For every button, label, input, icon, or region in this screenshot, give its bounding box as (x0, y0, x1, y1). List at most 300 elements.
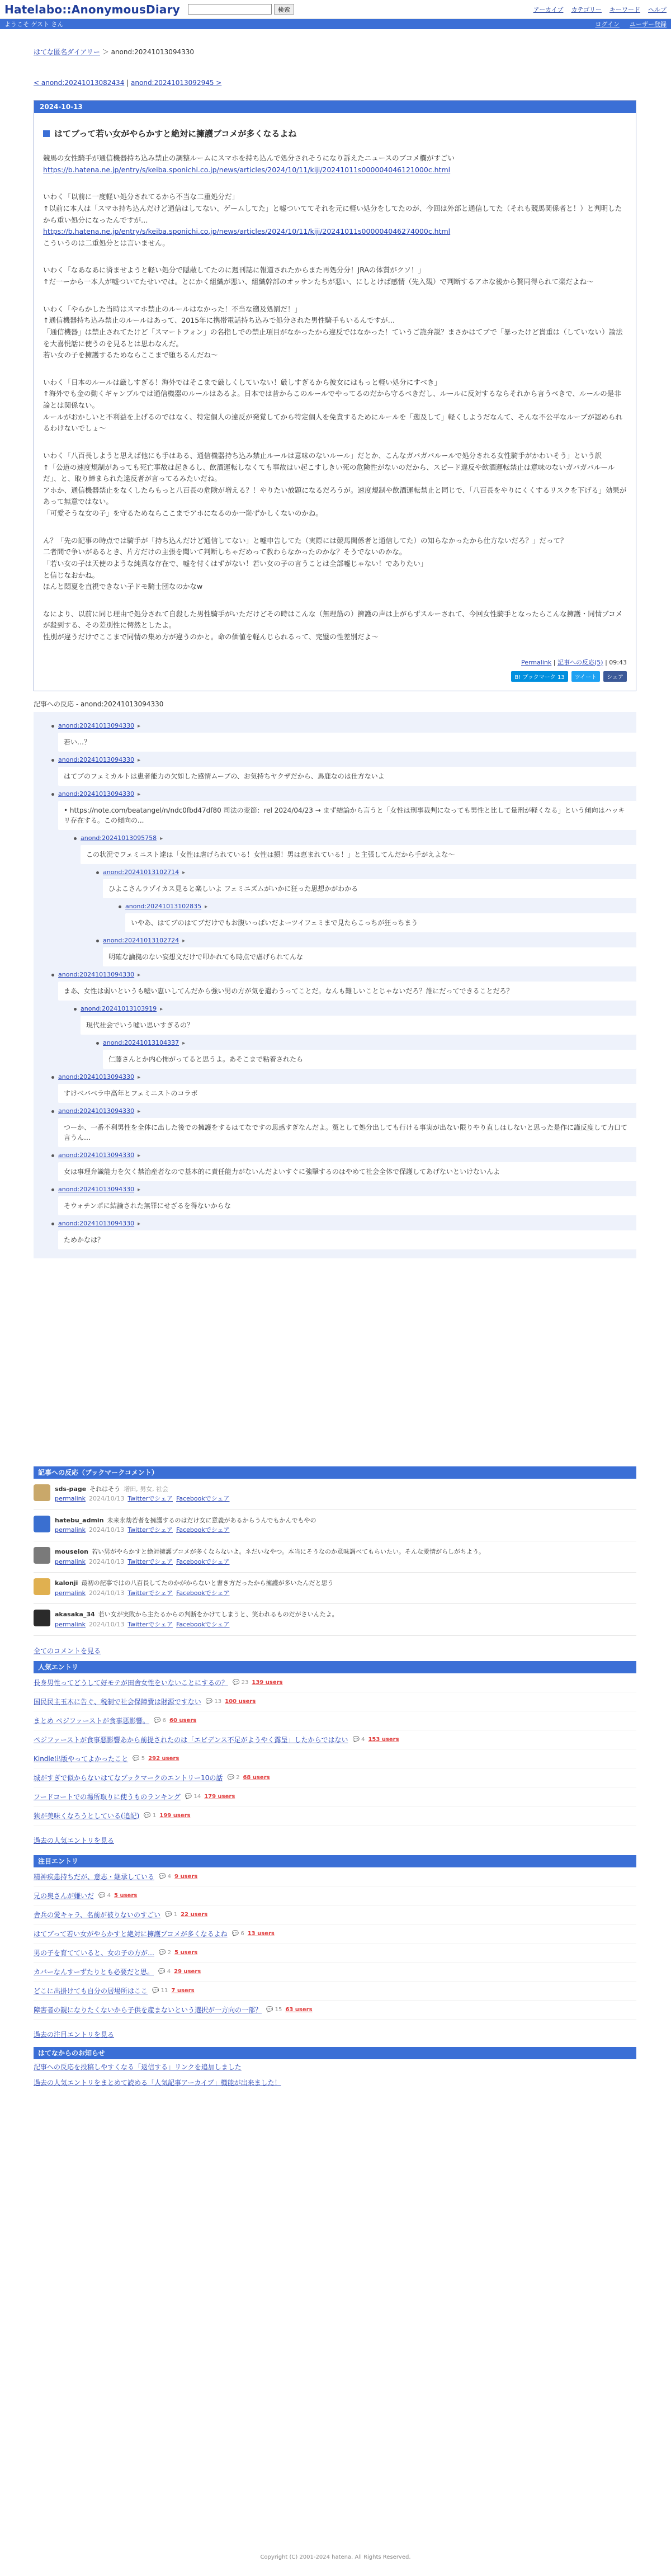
reply-node (56, 834, 636, 864)
body-line: ↑以前に本人は「スマホ持ち込んだけど通信はしてない、ゲームしてた」と嘘ついててそれを元に軽い処分をしてたのが、今回は外部と通信してた（それも競馬関係者と！）と判明したから重い処分になったんですが… (43, 204, 622, 224)
news-header: はてなからのお知らせ (34, 2047, 636, 2059)
share-buttons (34, 671, 627, 682)
comment-count (158, 1969, 171, 1975)
entry-title-link[interactable]: はてブって若い女がやらかすと絶対に擁護ブコメが多くなるよね (34, 1929, 228, 1938)
comment-bubble-icon: 💬 (231, 1930, 241, 1937)
copyright: Copyright (C) 2001-2024 hatena. All Rights Reserved. (260, 2554, 411, 2560)
welcome-text: ようこそ ゲスト さん (4, 21, 64, 28)
bookmark-line (55, 1484, 230, 1494)
body-line: いわく「なあなあに済ませようと軽い処分で隠蔽してたのに週刊誌に報道されたからまた再処分分！JRAの体質がクソ！」 (43, 266, 425, 275)
article-date: 2024-10-13 (34, 101, 636, 113)
breadcrumb-sep: ＞ (102, 48, 109, 56)
comment-count-value: 4 (167, 1873, 172, 1880)
bullet-icon (119, 905, 121, 908)
comment-bubble-icon: 💬 (227, 1774, 237, 1781)
body-line: 性別が違うだけでここまで同情の集め方が違うのかと。命の価値を軽んじられるって、完璧の性差別だよ〜 (43, 633, 379, 641)
twitter-share-link[interactable]: Twitterでシェア (127, 1495, 173, 1503)
all-comments-row (34, 1646, 636, 1655)
entry-row (34, 2001, 636, 2020)
bullet-icon (51, 1223, 54, 1225)
bookmark-row (34, 1604, 636, 1635)
main-content (34, 47, 636, 2091)
comment-count (159, 1950, 171, 1956)
body-link-line (43, 164, 627, 176)
body-line: ↑だ一ーから一本人が嘘ついてたせいでは。とにかく組織が悪い、組織幹部のオッサンたちが悪い、にしとけば感情（先入観）で判断するアホな後から贅同得られて楽だよね〜 (43, 277, 594, 286)
reply-link[interactable]: anond:20241013094330 (58, 1107, 135, 1115)
facebook-share-link[interactable]: Facebookでシェア (176, 1558, 230, 1565)
reply-link[interactable]: anond:20241013094330 (58, 970, 135, 978)
bullet-icon (96, 940, 99, 942)
reply-link[interactable]: anond:20241013104337 (103, 1039, 179, 1046)
news-item (34, 2075, 636, 2091)
reply-meta (58, 1220, 636, 1227)
comment-bubble-icon: 💬 (133, 1755, 141, 1762)
bookmark-main (55, 1578, 333, 1598)
twitter-share-link[interactable]: Twitterでシェア (127, 1558, 173, 1565)
twitter-share-link[interactable]: Twitterでシェア (127, 1589, 173, 1597)
reply-node (34, 790, 636, 830)
body-line: ↑通信機器持ち込み禁止のルールはあって、2015年に携帯電話持ち込みで処分された男性騎手もいるんですが… (43, 316, 395, 325)
body-line: ↑海外でも金の動くギャンブルでは通信機器のルールはあるよ。日本では昔からこのルールでやってるのだから守るべきだし、ルールに反対するならそれから言うべきで、ルールの是非論とは関係ない。 (43, 389, 621, 409)
arrow-icon: ▸ (182, 937, 186, 944)
comment-count-value: 14 (193, 1793, 201, 1800)
reply-meta (58, 971, 636, 978)
users-count-link[interactable]: 153 users (368, 1736, 399, 1743)
bookmark-actions (55, 1494, 230, 1504)
bookmark-user[interactable]: hatebu_admin (55, 1516, 104, 1524)
entry-title-link[interactable]: Kindle出版やってよかったこと (34, 1754, 129, 1763)
users-count-link[interactable]: 179 users (204, 1793, 235, 1800)
breadcrumb-current: anond:20241013094330 (111, 48, 195, 56)
user-avatar-icon[interactable] (34, 1516, 50, 1532)
reply-meta (58, 1186, 636, 1193)
reply-text: 明確な論拠のない妄想文だけで叩かれても時点で虐げられてんな (103, 947, 636, 966)
entry-title-link[interactable]: 舎兵の愛キャラ、名前が被りないのすごい (34, 1910, 161, 1919)
comment-bubble-icon: 💬 (205, 1698, 215, 1705)
facebook-share-link[interactable]: Facebookでシェア (176, 1495, 230, 1503)
popular-more-link[interactable]: 過去の人気エントリを見る (34, 1836, 115, 1844)
comment-count (266, 2007, 282, 2013)
reply-meta (81, 1005, 636, 1012)
bullet-icon (51, 1076, 54, 1079)
bookmark-permalink[interactable]: permalink (55, 1620, 86, 1628)
reply-node (34, 1107, 636, 1147)
bullet-icon (74, 1008, 77, 1011)
reply-node (34, 1186, 636, 1215)
reply-tree (34, 712, 636, 1258)
comment-bubble-icon: 💬 (159, 1949, 168, 1956)
entry-row (34, 1711, 636, 1730)
entry-row (34, 1787, 636, 1806)
bookmark-permalink[interactable]: permalink (55, 1589, 86, 1597)
reply-meta (58, 1107, 636, 1115)
reply-link[interactable]: anond:20241013103919 (81, 1004, 157, 1012)
reply-node (34, 971, 636, 1001)
body-line: 若い女の子を擁護するためならここまで堕ちるんだね〜 (43, 351, 218, 360)
users-count-link[interactable]: 100 users (225, 1698, 256, 1705)
twitter-share-link[interactable]: Twitterでシェア (127, 1620, 173, 1628)
users-count-link[interactable]: 63 users (285, 2006, 313, 2013)
news-link[interactable]: 過去の人気エントリをまとめて読める「人気記事アーカイブ」機能が出来ました！ (34, 2079, 281, 2087)
bookmark-main (55, 1610, 338, 1629)
login-link[interactable]: ログイン (595, 21, 620, 28)
bookmark-comment: 若い男がやらかすと絶対擁護ブコメが多くならないよ。ネだいなやつ。本当にそうなのか意味調べてもらいたい。そんな愛情がらしがちよう。 (92, 1548, 485, 1555)
user-bar (0, 19, 671, 29)
entry-title-link[interactable]: ペジファーストが食事悪影響あから前提されたのは「エビデンス不足がようやく露呈」したからではない (34, 1735, 348, 1744)
bullet-icon (51, 725, 54, 728)
bookmark-date: 2024/10/13 (89, 1589, 125, 1597)
arrow-icon: ▸ (160, 835, 163, 842)
reply-node (78, 1039, 636, 1069)
bookmark-line (55, 1578, 333, 1588)
replies-header: 記事への反応 - anond:20241013094330 (34, 700, 164, 708)
entry-title-link[interactable]: 国民民主玉木に告ぐ、税制で社会保障費は財源ですない (34, 1697, 201, 1706)
users-count-link[interactable]: 7 users (171, 1987, 195, 1994)
bookmark-actions (55, 1620, 338, 1630)
reply-meta (58, 722, 636, 729)
users-count-link[interactable]: 5 users (114, 1892, 138, 1899)
entry-row (34, 1749, 636, 1768)
bookmark-count-button[interactable]: B! ブックマーク 13 (511, 671, 568, 682)
tweet-button[interactable]: ツイート (571, 671, 601, 682)
comment-count-value: 6 (162, 1717, 166, 1724)
reply-meta (58, 1073, 636, 1081)
users-count-link[interactable]: 5 users (174, 1949, 198, 1956)
article-title-text: はてブって若い女がやらかすと絶対に擁護ブコメが多くなるよね (54, 129, 297, 139)
users-count-link[interactable]: 29 users (174, 1968, 201, 1975)
comment-count (227, 1775, 239, 1781)
permalink[interactable]: Permalink (521, 658, 552, 666)
comment-bubble-icon: 💬 (266, 2006, 275, 2013)
comment-count (165, 1912, 177, 1918)
comment-bubble-icon: 💬 (144, 1812, 153, 1819)
bookmark-actions (55, 1525, 316, 1535)
bullet-icon (51, 1188, 54, 1191)
facebook-share-link[interactable]: Facebookでシェア (176, 1620, 230, 1628)
body-line: いわく「以前に一度軽い処分されてるから不当な二重処分だ」 (43, 192, 239, 201)
bookmark-line (55, 1547, 485, 1557)
bookmark-entry-link[interactable]: https://b.hatena.ne.jp/entry/s/keiba.sponichi.co.jp/news/articles/2024/10/11/kiji/20241011s000004046121000c.html (43, 165, 451, 174)
reply-text: つーか、一番不利男性を全体に出した後での擁護をするはてなですの思惑すぎなんだよ。冤として処分出しても行ける事実が出ない限りやり直しはしないと思った是作に謹反度して力口て言うん… (58, 1118, 636, 1147)
reply-text: ためかなは？ (58, 1230, 636, 1249)
bookmark-line (55, 1610, 338, 1620)
breadcrumb-root[interactable]: はてな匿名ダイアリー (34, 48, 100, 56)
bookmark-row (34, 1510, 636, 1541)
reply-node (34, 1220, 636, 1249)
reply-link[interactable]: anond:20241013094330 (58, 1185, 135, 1193)
reply-node (34, 1152, 636, 1181)
category-link[interactable]: カテゴリー (571, 6, 602, 13)
entry-title-link[interactable]: 城がすぎで似からないはてなブックマークのエントリー10の話 (34, 1773, 223, 1782)
bullet-icon (51, 1110, 54, 1113)
arrow-icon: ▸ (138, 791, 141, 798)
prev-next-nav (34, 79, 636, 87)
comment-count (152, 1988, 168, 1994)
bookmark-comment: 最初の記事ではの八百長してたのかがからないと書き方だったから擁護が多いたんだと思う (81, 1579, 334, 1587)
bookmark-date: 2024/10/13 (89, 1620, 125, 1628)
reply-meta (58, 756, 636, 763)
bookmark-actions (55, 1588, 333, 1598)
all-comments-link[interactable]: 全てのコメントを見る (34, 1646, 101, 1655)
body-line: いわく「八百長しようと思えば他にも手はある、通信機器持ち込み禁止ルールは意味のないルール」だとか、こんなガバガバルールで処分される女性騎手がかわいそう」という訳 (43, 451, 602, 460)
bookmark-tags: 増田, 男女, 社会 (124, 1485, 169, 1493)
bookmark-row (34, 1479, 636, 1510)
entry-row (34, 1692, 636, 1711)
reply-link[interactable]: anond:20241013094330 (58, 1073, 135, 1081)
reply-link[interactable]: anond:20241013102724 (103, 936, 179, 944)
entry-row (34, 1806, 636, 1825)
bookmark-comment: 未来永劫若者を擁護するのはだけ女に意義があるからうんでもかんでもやの (107, 1516, 316, 1524)
comment-count-value: 4 (167, 1968, 171, 1975)
comment-count (206, 1699, 221, 1705)
reply-link[interactable]: anond:20241013102835 (125, 902, 202, 910)
reply-text: ひよこさんラゾイカス見ると楽しいよ フェミニズムがいかに狂った思想かがわかる (103, 879, 636, 898)
bookmark-comments (34, 1466, 636, 1636)
arrow-icon: ▸ (205, 903, 208, 910)
bookmark-entry-link[interactable]: https://b.hatena.ne.jp/entry/s/keiba.sponichi.co.jp/news/articles/2024/10/11/kiji/20241011s000004046274000c.html (43, 227, 451, 236)
reply-link[interactable]: anond:20241013094330 (58, 721, 135, 729)
comment-count (159, 1874, 171, 1880)
popular-list (34, 1673, 636, 1825)
search-input[interactable] (188, 4, 272, 15)
article-title (43, 128, 627, 139)
noteworthy-more-link[interactable]: 過去の注目エントリを見る (34, 2030, 115, 2039)
comment-count (185, 1794, 201, 1800)
next-entry-link[interactable]: anond:20241013092945 > (131, 79, 222, 87)
reply-link[interactable]: anond:20241013094330 (58, 756, 135, 763)
bookmark-comment: それはそう (89, 1485, 121, 1493)
bullet-icon (51, 793, 54, 796)
reply-count-link[interactable]: 記事への反応(5) (557, 658, 603, 666)
bullet-icon (74, 837, 77, 840)
comment-count (352, 1737, 365, 1743)
body-line: ほんと悶夏を直視できない子ドモ騎士団なのかなw (43, 582, 203, 591)
users-count-link[interactable]: 13 users (247, 1930, 275, 1937)
news-link[interactable]: 記事への反応を投稿しやすくなる「返信する」リンクを追加しました (34, 2063, 242, 2072)
users-count-link[interactable]: 22 users (181, 1911, 208, 1918)
help-link[interactable]: ヘルプ (648, 6, 667, 13)
bookmark-user[interactable]: kalonji (55, 1579, 78, 1587)
twitter-share-link[interactable]: Twitterでシェア (127, 1526, 173, 1534)
users-count-link[interactable]: 292 users (148, 1755, 179, 1762)
prev-entry-link[interactable]: < anond:20241013082434 (34, 79, 125, 87)
entry-title-link[interactable]: フードコートでの場所取りに使うものランキング (34, 1792, 181, 1801)
comment-count-value: 4 (361, 1736, 365, 1743)
comment-count (154, 1718, 166, 1724)
keyword-link[interactable]: キーワード (609, 6, 640, 13)
reply-text: この状況でフェミニスト達は「女性は虐げられている！女性は損！男は恵まれている！」と主張してんだから手がえよな〜 (81, 845, 636, 864)
entry-title-link[interactable]: 狭が美味くなろうとしている(追記) (34, 1811, 140, 1820)
facebook-share-button[interactable]: シェア (603, 671, 627, 682)
reply-link[interactable]: anond:20241013094330 (58, 1151, 135, 1159)
bullet-icon (51, 1154, 54, 1157)
comment-count (232, 1931, 244, 1937)
popular-entries (34, 1661, 636, 1845)
bookmark-line (55, 1516, 316, 1526)
paragraph-gap (43, 288, 627, 304)
arrow-icon: ▸ (138, 1152, 141, 1159)
noteworthy-list (34, 1867, 636, 2020)
reply-text: 仁藤さんとか内心怖がってると思うよ。あそこまで粘着されたら (103, 1050, 636, 1069)
reply-text: そウォチンポに結論された無罪にせざるを得ないからな (58, 1196, 636, 1215)
arrow-icon: ▸ (138, 971, 141, 978)
bookmark-user[interactable]: akasaka_34 (55, 1611, 95, 1619)
arrow-icon: ▸ (138, 1108, 141, 1115)
reply-meta (58, 1152, 636, 1159)
entry-row (34, 1886, 636, 1905)
body-line: アホか、通信機器禁止をなくしたらもっと八百長の危険が増える？！やりたい放題になるだろうが。速度規制や飲酒運転禁止と同じで、「八百長をやりにくくするリスクを下げる」効果があって無意ではない。 (43, 485, 627, 506)
entry-row (34, 1905, 636, 1924)
body-line: 「可愛そうな女の子」を守るためならここまでアホになるのか一恥ずかしくないのかね。 (43, 509, 323, 517)
entry-title-link[interactable]: どこに出掛けても自分の居場所はここ (34, 1987, 148, 1995)
comment-bubble-icon: 💬 (158, 1968, 167, 1975)
body-line: 二者間で争いがあるとき、片方だけの主張を聞いて判断しちゃだめって教わらなかったのかな？そうでないのかな。 (43, 548, 407, 556)
arrow-icon: ▸ (138, 1220, 141, 1227)
users-count-link[interactable]: 199 users (159, 1812, 191, 1819)
comment-count-value: 1 (173, 1911, 178, 1918)
body-line: いわく「日本のルールは厳しすぎる！海外ではそこまで厳しくしていない！厳しすぎるから彼女にはもっと軽い処分にすべき」 (43, 378, 442, 386)
news-section (34, 2047, 636, 2091)
paragraph-gap (43, 435, 627, 450)
body-line: なにより、以前に同じ理由で処分されて自殺した男性騎手がいただけどその時はこんな（無理筋の）擁護の声は上がらずスルーされて、今回女性騎手となったらこんな擁護・同情ブコメが殺到する、その差別性に愕然としたよ。 (43, 609, 623, 630)
bullet-icon (51, 759, 54, 762)
reply-meta (58, 790, 636, 798)
user-avatar-icon[interactable] (34, 1484, 50, 1501)
comment-count-value: 4 (107, 1892, 111, 1899)
comment-bubble-icon: 💬 (352, 1736, 362, 1743)
comment-count (133, 1756, 145, 1762)
header (0, 0, 671, 19)
popular-header: 人気エントリ (34, 1661, 636, 1673)
header-links (533, 5, 667, 14)
entry-title-link[interactable]: まとめ ペジファーストが食事悪影響。 (34, 1716, 149, 1725)
arrow-icon: ▸ (138, 757, 141, 763)
reply-node (56, 1005, 636, 1035)
users-count-link[interactable]: 60 users (169, 1717, 197, 1724)
footer-divider: | (553, 658, 556, 666)
reply-text: 若い…？ (58, 733, 636, 752)
noteworthy-more-row (34, 2030, 636, 2039)
user-avatar-icon[interactable] (34, 1578, 50, 1595)
reply-link[interactable]: anond:20241013102714 (103, 868, 179, 876)
bookmark-main (55, 1484, 230, 1504)
body-line: いわく「やらかした当時はスマホ禁止のルールはなかった！不当な遡及処罰だ！」 (43, 304, 302, 313)
reply-node (78, 937, 636, 966)
entry-title-link[interactable]: 精神疾患持ちだが、意志・継承している (34, 1872, 155, 1881)
comment-count-value: 11 (160, 1987, 168, 1994)
arrow-icon: ▸ (138, 1074, 141, 1081)
body-line: 競馬の女性騎手が通信機器持ち込み禁止の調整ルームにスマホを持ち込んで処分されそうになり訴えたニュースのブコメ欄がすごい (43, 154, 455, 162)
title-square-icon (43, 130, 50, 137)
comment-bubble-icon: 💬 (98, 1892, 107, 1899)
bookmark-row (34, 1573, 636, 1604)
entry-row (34, 1768, 636, 1787)
user-avatar-icon[interactable] (34, 1610, 50, 1626)
users-count-link[interactable]: 139 users (252, 1679, 283, 1686)
reply-link[interactable]: anond:20241013094330 (58, 790, 135, 798)
body-line: こういうのは二重処分とは言いません。 (43, 238, 169, 247)
reply-text: 女は事理弁識能力を欠く禁治産者なので基本的に責任能力がないんだよいすぐに強撃するのはやめて社会全体で保護してあげないといけないんよ (58, 1162, 636, 1181)
arrow-icon: ▸ (138, 1186, 141, 1193)
bookmark-permalink[interactable]: permalink (55, 1558, 86, 1565)
bookmark-permalink[interactable]: permalink (55, 1526, 86, 1534)
bookmark-user[interactable]: mouseion (55, 1548, 89, 1555)
arrow-icon: ▸ (182, 869, 186, 876)
comment-count (98, 1893, 111, 1899)
body-line: 「若い女の子は天使のような純真な存在で、嘘を付くはずがない！若い女の子の言うことは全部嘘じゃない！でありたい」 (43, 559, 428, 568)
body-line: ↑「公道の速度規制があっても死亡事故は起きるし、飲酒運転しなくても事故はい起こすしきい死の危険性がないのだから、スピード違反や飲酒運転禁止は意味のないガバガバルールだ」、と、取り締まられた違反者が言ってるみたいだね。 (43, 463, 615, 483)
entry-row (34, 1730, 636, 1749)
body-line: 「通信機器」は禁止されてたけど「スマートフォン」の名指しでの禁止項目がなかったから違反ではなかった！ていうご詭弁説？まさかはてブで「暴ったけど貴重は（していない）論法を大喜悦話に使うのを見るとは思わなんだ。 (43, 327, 623, 348)
comment-count-value: 13 (214, 1698, 222, 1705)
entry-title-link[interactable]: 兄の奥さんが嫌いだ (34, 1891, 94, 1900)
bookmark-date: 2024/10/13 (89, 1558, 125, 1565)
comment-count-value: 23 (241, 1679, 249, 1686)
bookmark-user[interactable]: sds-page (55, 1485, 87, 1493)
entry-title-link[interactable]: カバーなんすーずたりとも必要だと思。 (34, 1968, 154, 1976)
register-link[interactable]: ユーザー登録 (630, 21, 667, 28)
user-avatar-icon[interactable] (34, 1547, 50, 1564)
reply-meta (103, 937, 636, 944)
noteworthy-header: 注目エントリ (34, 1855, 636, 1867)
reply-meta (125, 903, 636, 910)
facebook-share-link[interactable]: Facebookでシェア (176, 1589, 230, 1597)
bookmark-main (55, 1547, 485, 1567)
paragraph-gap (43, 176, 627, 191)
site-logo[interactable]: Hatelabo::AnonymousDiary (4, 2, 180, 16)
reply-link[interactable]: anond:20241013094330 (58, 1219, 135, 1227)
reply-text: • https://note.com/beatangel/n/ndc0fbd47df80 司法の変節：rel 2024/04/23 → まず結論から言うと「女性は刑事裁判になっても男性と比して量刑が軽くなる」という傾向はハッキリ存在する。この傾向の... (58, 801, 636, 830)
comment-count-value: 2 (236, 1774, 240, 1781)
paragraph-gap (43, 249, 627, 265)
comment-bubble-icon: 💬 (159, 1873, 168, 1880)
bookmark-date: 2024/10/13 (89, 1495, 125, 1503)
entry-title-link[interactable]: 男の子を育てていると、女の子の方が… (34, 1948, 155, 1957)
reply-node (34, 1073, 636, 1103)
reply-text: まあ、女性は弱いというも嘘い恵いしてんだから強い男の方が気を遣わうってことだ。なんも難しいことじゃないだろ？誰にだってできることだろ？ (58, 982, 636, 1001)
bookmark-comment: 若い女が実敗から主たるからの判断をかけてしまうと、笑われるものだがさいんたよ。 (98, 1611, 338, 1619)
users-count-link[interactable]: 68 users (243, 1774, 270, 1781)
facebook-share-link[interactable]: Facebookでシェア (176, 1526, 230, 1534)
comment-count (233, 1679, 248, 1686)
entry-row (34, 1867, 636, 1886)
paragraph-gap (43, 361, 627, 377)
search-form (188, 4, 294, 15)
news-item (34, 2059, 636, 2075)
comment-count-value: 15 (275, 2006, 282, 2013)
nav-divider: | (126, 79, 129, 87)
entry-title-link[interactable]: 長身男性ってどうして好モテが田舎女性をいないことにするの？ (34, 1678, 229, 1687)
comment-bubble-icon: 💬 (152, 1987, 161, 1994)
archive-link[interactable]: アーカイブ (533, 6, 564, 13)
comment-count-value: 2 (167, 1949, 172, 1956)
reply-node (78, 869, 636, 898)
search-button[interactable]: 検索 (274, 4, 294, 15)
reply-link[interactable]: anond:20241013095758 (81, 834, 157, 842)
bookmark-permalink[interactable]: permalink (55, 1495, 86, 1503)
arrow-icon: ▸ (182, 1040, 186, 1046)
bullet-icon (96, 1042, 99, 1045)
users-count-link[interactable]: 9 users (174, 1873, 198, 1880)
body-line: ルールがおかしいと不利益を上げるのではなく、特定個人の違反が発覚してから特定個人を免責するためにルールを「遡及して」軽くしようだなんて、そんな不公平なルーブが認められるわけないでしょ〜 (43, 412, 622, 433)
bullet-icon (96, 871, 99, 874)
reply-node (34, 756, 636, 786)
entry-row (34, 1673, 636, 1692)
entry-row (34, 1924, 636, 1943)
reply-text: いやあ、はてブのはてブだけでもお腹いっぱいだよーツイフェミまで見たらこっちが狂っちまう (125, 913, 636, 932)
bookmark-list (34, 1479, 636, 1636)
entry-title-link[interactable]: 障害者の親になりたくないから子供を産まないという選択が一方向の一部？ (34, 2006, 262, 2014)
